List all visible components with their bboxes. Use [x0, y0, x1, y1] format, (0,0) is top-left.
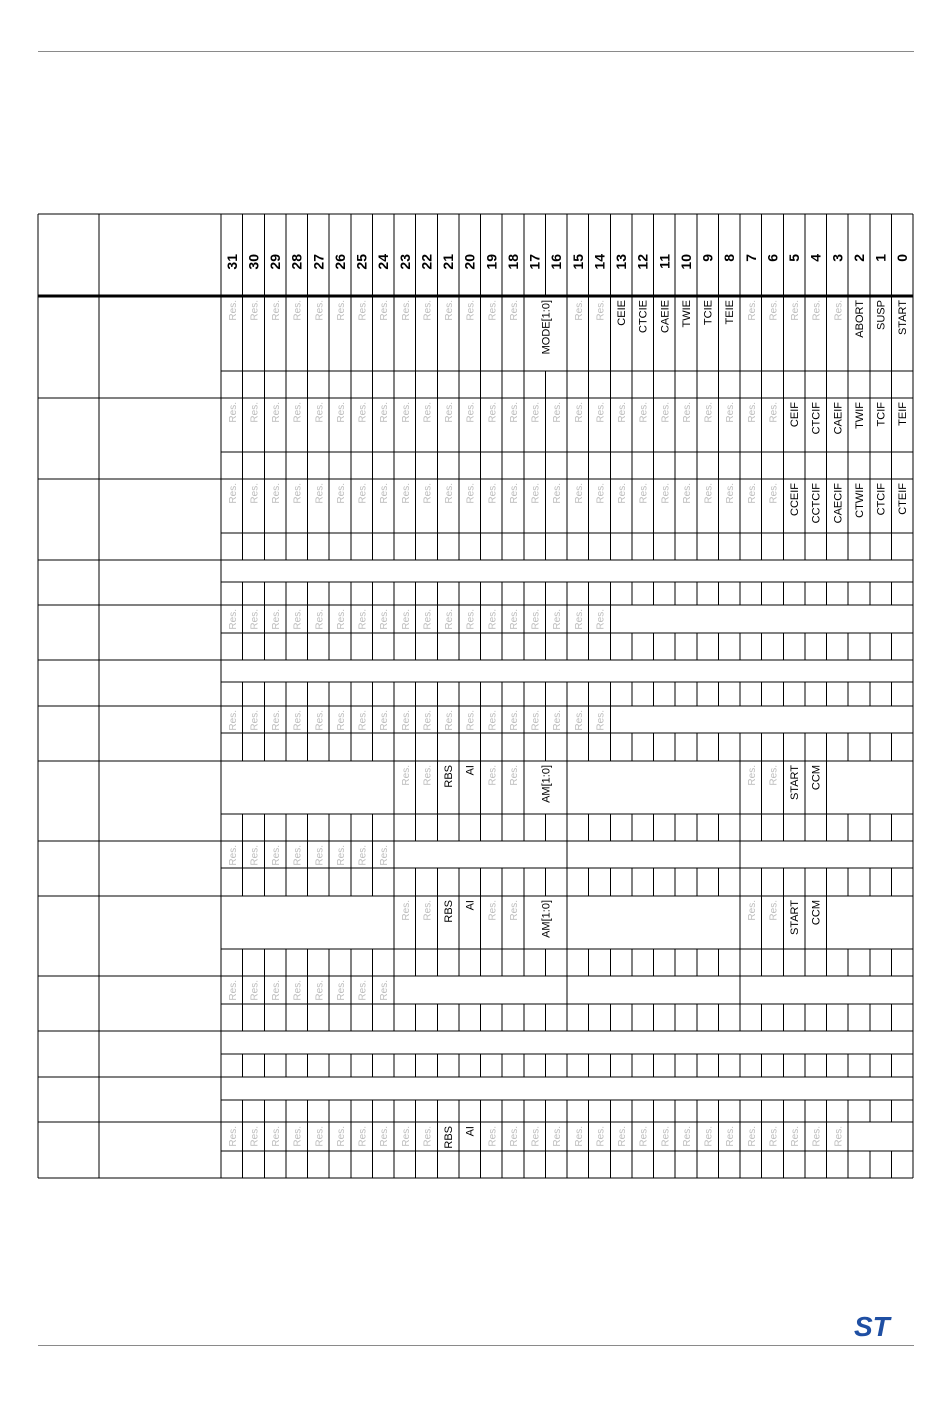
field-name-label: START [789, 900, 802, 936]
field-name-label: RBS [443, 1126, 456, 1149]
reserved-bit-label: Res. [422, 710, 434, 731]
reserved-bit-label: Res. [465, 710, 477, 731]
reserved-bit-label: Res. [357, 609, 369, 630]
reserved-bit-label: Res. [227, 980, 239, 1001]
bit-number-label: 4 [807, 254, 824, 262]
reserved-bit-label: Res. [746, 765, 758, 786]
field-name-label: CCM [810, 765, 823, 791]
field-name-label: CCEIF [789, 483, 802, 516]
reserved-bit-label: Res. [725, 483, 737, 504]
reserved-bit-label: Res. [422, 483, 434, 504]
reserved-bit-label: Res. [227, 483, 239, 504]
bit-number-label: 25 [353, 254, 370, 270]
reserved-bit-label: Res. [681, 1126, 693, 1147]
reserved-bit-label: Res. [444, 402, 456, 423]
reserved-bit-label: Res. [271, 845, 283, 866]
reserved-bit-label: Res. [746, 300, 758, 321]
reserved-bit-label: Res. [335, 609, 347, 630]
reserved-bit-label: Res. [530, 609, 542, 630]
reserved-bit-label: Res. [768, 483, 780, 504]
bit-number-label: 20 [461, 254, 478, 270]
bit-number-label: 29 [267, 254, 284, 270]
reserved-bit-label: Res. [746, 483, 758, 504]
field-name-label: AI [464, 1126, 477, 1137]
field-name-label: CTCIE [637, 300, 650, 333]
reserved-bit-label: Res. [422, 609, 434, 630]
reserved-bit-label: Res. [487, 710, 499, 731]
reserved-bit-label: Res. [227, 845, 239, 866]
reserved-bit-label: Res. [573, 300, 585, 321]
reserved-bit-label: Res. [703, 402, 715, 423]
reserved-bit-label: Res. [314, 483, 326, 504]
reserved-bit-label: Res. [746, 1126, 758, 1147]
reserved-bit-label: Res. [357, 402, 369, 423]
reserved-bit-label: Res. [314, 300, 326, 321]
reserved-bit-label: Res. [292, 1126, 304, 1147]
reserved-bit-label: Res. [249, 609, 261, 630]
reserved-bit-label: Res. [249, 483, 261, 504]
reserved-bit-label: Res. [660, 483, 672, 504]
bit-number-label: 31 [223, 254, 240, 270]
reserved-bit-label: Res. [335, 1126, 347, 1147]
reserved-bit-label: Res. [508, 1126, 520, 1147]
reserved-bit-label: Res. [400, 900, 412, 921]
reserved-bit-label: Res. [768, 402, 780, 423]
reserved-bit-label: Res. [444, 710, 456, 731]
field-name-label: CCTCIF [810, 483, 823, 524]
reserved-bit-label: Res. [465, 300, 477, 321]
reserved-bit-label: Res. [379, 402, 391, 423]
field-name-label: TWIE [680, 300, 693, 328]
reserved-bit-label: Res. [271, 710, 283, 731]
reserved-bit-label: Res. [725, 402, 737, 423]
reserved-bit-label: Res. [508, 402, 520, 423]
reserved-bit-label: Res. [595, 402, 607, 423]
field-name-label: SUSP [875, 300, 888, 330]
reserved-bit-label: Res. [552, 483, 564, 504]
st-logo-icon [852, 1310, 910, 1340]
reserved-bit-label: Res. [335, 300, 347, 321]
bit-number-label: 2 [850, 254, 867, 262]
field-name-label: CTCIF [875, 483, 888, 516]
bit-number-label: 18 [504, 254, 521, 270]
bit-number-label: 1 [872, 254, 889, 262]
reserved-bit-label: Res. [573, 1126, 585, 1147]
reserved-bit-label: Res. [292, 402, 304, 423]
reserved-bit-label: Res. [768, 765, 780, 786]
reserved-bit-label: Res. [573, 402, 585, 423]
reserved-bit-label: Res. [249, 1126, 261, 1147]
reserved-bit-label: Res. [833, 1126, 845, 1147]
reserved-bit-label: Res. [227, 300, 239, 321]
field-name-label: CAEIF [832, 402, 845, 435]
reserved-bit-label: Res. [271, 980, 283, 1001]
field-name-label: START [789, 765, 802, 801]
reserved-bit-label: Res. [530, 1126, 542, 1147]
reserved-bit-label: Res. [314, 980, 326, 1001]
field-name-label: CTEIF [897, 483, 910, 515]
reserved-bit-label: Res. [314, 845, 326, 866]
reserved-bit-label: Res. [292, 300, 304, 321]
bit-number-label: 28 [288, 254, 305, 270]
reserved-bit-label: Res. [227, 402, 239, 423]
reserved-bit-label: Res. [638, 402, 650, 423]
reserved-bit-label: Res. [249, 710, 261, 731]
reserved-bit-label: Res. [335, 402, 347, 423]
reserved-bit-label: Res. [508, 483, 520, 504]
bit-number-label: 27 [310, 254, 327, 270]
reserved-bit-label: Res. [746, 900, 758, 921]
reserved-bit-label: Res. [530, 483, 542, 504]
reserved-bit-label: Res. [314, 609, 326, 630]
reserved-bit-label: Res. [357, 483, 369, 504]
reserved-bit-label: Res. [444, 483, 456, 504]
field-name-label: MODE[1:0] [540, 300, 553, 355]
reserved-bit-label: Res. [552, 609, 564, 630]
reserved-bit-label: Res. [357, 980, 369, 1001]
reserved-bit-label: Res. [400, 483, 412, 504]
reserved-bit-label: Res. [487, 900, 499, 921]
reserved-bit-label: Res. [379, 710, 391, 731]
reserved-bit-label: Res. [833, 300, 845, 321]
bit-number-label: 22 [418, 254, 435, 270]
reserved-bit-label: Res. [271, 483, 283, 504]
reserved-bit-label: Res. [465, 402, 477, 423]
field-name-label: START [897, 300, 910, 336]
reserved-bit-label: Res. [746, 402, 758, 423]
reserved-bit-label: Res. [530, 710, 542, 731]
field-name-label: RBS [443, 900, 456, 923]
reserved-bit-label: Res. [292, 980, 304, 1001]
reserved-bit-label: Res. [638, 483, 650, 504]
reserved-bit-label: Res. [357, 300, 369, 321]
reserved-bit-label: Res. [400, 765, 412, 786]
bit-number-label: 10 [677, 254, 694, 270]
reserved-bit-label: Res. [573, 710, 585, 731]
reserved-bit-label: Res. [271, 609, 283, 630]
bit-number-label: 19 [483, 254, 500, 270]
reserved-bit-label: Res. [617, 483, 629, 504]
reserved-bit-label: Res. [379, 845, 391, 866]
reserved-bit-label: Res. [768, 1126, 780, 1147]
reserved-bit-label: Res. [249, 300, 261, 321]
reserved-bit-label: Res. [703, 483, 715, 504]
field-name-label: CAECIF [832, 483, 845, 524]
reserved-bit-label: Res. [681, 483, 693, 504]
field-name-label: TWIF [853, 402, 866, 429]
bit-number-label: 5 [786, 254, 803, 262]
reserved-bit-label: Res. [790, 300, 802, 321]
reserved-bit-label: Res. [444, 300, 456, 321]
bit-number-label: 9 [699, 254, 716, 262]
reserved-bit-label: Res. [400, 1126, 412, 1147]
bit-number-label: 14 [591, 254, 608, 270]
reserved-bit-label: Res. [487, 609, 499, 630]
reserved-bit-label: Res. [617, 402, 629, 423]
reserved-bit-label: Res. [768, 300, 780, 321]
field-name-label: TCIE [702, 300, 715, 326]
svg-text:ST: ST [854, 1311, 890, 1340]
reserved-bit-label: Res. [314, 1126, 326, 1147]
bit-number-label: 8 [721, 254, 738, 262]
reserved-bit-label: Res. [422, 300, 434, 321]
field-name-label: CTCIF [810, 402, 823, 435]
bit-number-label: 15 [569, 254, 586, 270]
bit-number-label: 7 [742, 254, 759, 262]
bit-number-label: 21 [440, 254, 457, 270]
reserved-bit-label: Res. [227, 609, 239, 630]
reserved-bit-label: Res. [595, 483, 607, 504]
reserved-bit-label: Res. [508, 300, 520, 321]
reserved-bit-label: Res. [487, 402, 499, 423]
bit-number-label: 23 [396, 254, 413, 270]
reserved-bit-label: Res. [508, 710, 520, 731]
reserved-bit-label: Res. [314, 402, 326, 423]
field-name-label: TCIF [875, 402, 888, 427]
bit-number-label: 26 [331, 254, 348, 270]
reserved-bit-label: Res. [487, 1126, 499, 1147]
reserved-bit-label: Res. [400, 710, 412, 731]
bit-number-label: 24 [375, 254, 392, 270]
field-name-label: AI [464, 765, 477, 776]
bit-number-label: 11 [656, 254, 673, 269]
reserved-bit-label: Res. [573, 609, 585, 630]
field-name-label: AM[1:0] [540, 900, 553, 938]
field-name-label: CTWIF [853, 483, 866, 518]
reserved-bit-label: Res. [379, 609, 391, 630]
reserved-bit-label: Res. [400, 402, 412, 423]
reserved-bit-label: Res. [811, 1126, 823, 1147]
reserved-bit-label: Res. [379, 483, 391, 504]
reserved-bit-label: Res. [249, 402, 261, 423]
field-name-label: RBS [443, 765, 456, 788]
reserved-bit-label: Res. [595, 300, 607, 321]
reserved-bit-label: Res. [465, 609, 477, 630]
field-name-label: CEIF [789, 402, 802, 428]
reserved-bit-label: Res. [357, 845, 369, 866]
reserved-bit-label: Res. [487, 300, 499, 321]
bit-number-label: 13 [613, 254, 630, 270]
reserved-bit-label: Res. [422, 900, 434, 921]
reserved-bit-label: Res. [530, 402, 542, 423]
reserved-bit-label: Res. [379, 980, 391, 1001]
reserved-bit-label: Res. [595, 1126, 607, 1147]
reserved-bit-label: Res. [595, 710, 607, 731]
reserved-bit-label: Res. [314, 710, 326, 731]
bit-number-label: 30 [245, 254, 262, 270]
bit-number-label: 3 [829, 254, 846, 262]
reserved-bit-label: Res. [249, 845, 261, 866]
reserved-bit-label: Res. [595, 609, 607, 630]
reserved-bit-label: Res. [638, 1126, 650, 1147]
reserved-bit-label: Res. [379, 1126, 391, 1147]
reserved-bit-label: Res. [508, 900, 520, 921]
reserved-bit-label: Res. [508, 609, 520, 630]
reserved-bit-label: Res. [552, 402, 564, 423]
field-name-label: TEIE [724, 300, 737, 325]
field-name-label: CCM [810, 900, 823, 926]
reserved-bit-label: Res. [422, 402, 434, 423]
field-name-label: AI [464, 900, 477, 911]
field-name-label: AM[1:0] [540, 765, 553, 803]
reserved-bit-label: Res. [292, 710, 304, 731]
bit-number-label: 0 [894, 254, 911, 262]
reserved-bit-label: Res. [271, 300, 283, 321]
reserved-bit-label: Res. [335, 845, 347, 866]
reserved-bit-label: Res. [292, 483, 304, 504]
reserved-bit-label: Res. [681, 402, 693, 423]
reserved-bit-label: Res. [811, 300, 823, 321]
reserved-bit-label: Res. [422, 765, 434, 786]
reserved-bit-label: Res. [400, 609, 412, 630]
reserved-bit-label: Res. [660, 402, 672, 423]
reserved-bit-label: Res. [292, 609, 304, 630]
reserved-bit-label: Res. [227, 710, 239, 731]
reserved-bit-label: Res. [508, 765, 520, 786]
field-name-label: TEIF [897, 402, 910, 426]
reserved-bit-label: Res. [292, 845, 304, 866]
reserved-bit-label: Res. [271, 402, 283, 423]
reserved-bit-label: Res. [227, 1126, 239, 1147]
bit-number-label: 6 [764, 254, 781, 262]
reserved-bit-label: Res. [379, 300, 391, 321]
reserved-bit-label: Res. [768, 900, 780, 921]
reserved-bit-label: Res. [422, 1126, 434, 1147]
reserved-bit-label: Res. [400, 300, 412, 321]
bit-number-label: 12 [634, 254, 651, 270]
reserved-bit-label: Res. [487, 483, 499, 504]
reserved-bit-label: Res. [703, 1126, 715, 1147]
reserved-bit-label: Res. [660, 1126, 672, 1147]
reserved-bit-label: Res. [552, 710, 564, 731]
reserved-bit-label: Res. [487, 765, 499, 786]
reserved-bit-label: Res. [725, 1126, 737, 1147]
bit-number-label: 17 [526, 254, 543, 270]
reserved-bit-label: Res. [552, 1126, 564, 1147]
reserved-bit-label: Res. [357, 710, 369, 731]
field-name-label: CAEIE [659, 300, 672, 334]
reserved-bit-label: Res. [790, 1126, 802, 1147]
reserved-bit-label: Res. [617, 1126, 629, 1147]
reserved-bit-label: Res. [573, 483, 585, 504]
reserved-bit-label: Res. [444, 609, 456, 630]
field-name-label: CEIE [616, 300, 629, 326]
bit-number-label: 16 [548, 254, 565, 270]
reserved-bit-label: Res. [335, 980, 347, 1001]
reserved-bit-label: Res. [357, 1126, 369, 1147]
field-name-label: ABORT [853, 300, 866, 338]
reserved-bit-label: Res. [271, 1126, 283, 1147]
reserved-bit-label: Res. [335, 483, 347, 504]
reserved-bit-label: Res. [335, 710, 347, 731]
reserved-bit-label: Res. [249, 980, 261, 1001]
reserved-bit-label: Res. [465, 483, 477, 504]
